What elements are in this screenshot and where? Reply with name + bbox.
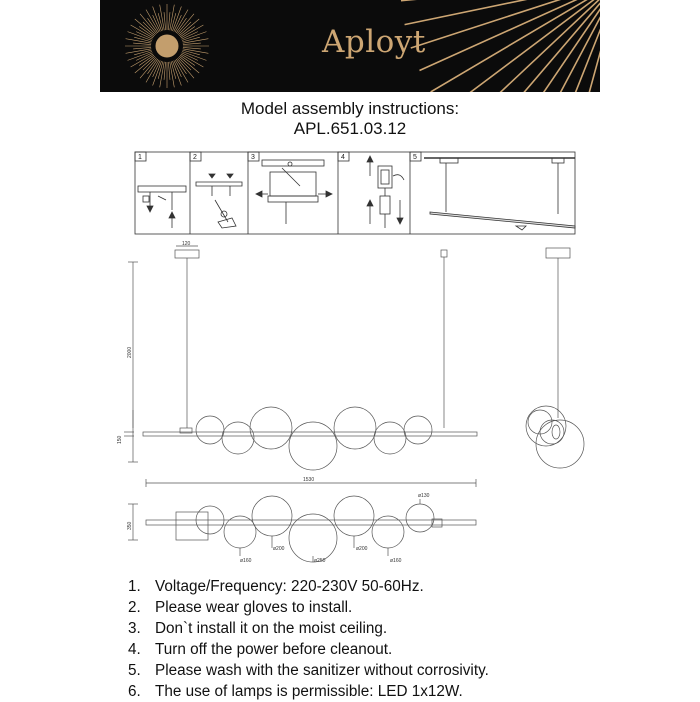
dim-diameter-130: ø130 <box>418 493 430 499</box>
note-item: 6. The use of lamps is permissible: LED 1x12W. <box>128 683 463 700</box>
note-item: 4. Turn off the power before cleanout. <box>128 641 393 658</box>
front-view-drawing <box>124 246 477 487</box>
dim-depth: 350 <box>127 521 133 530</box>
step-number-4: 4 <box>341 154 345 161</box>
note-item: 5. Please wash with the sanitizer without corrosivity. <box>128 662 489 679</box>
step-5-drawing <box>424 158 575 230</box>
dim-canopy-width: 120 <box>182 241 191 247</box>
step-2-drawing <box>196 174 242 228</box>
step-4-drawing <box>367 156 404 228</box>
dim-drop-height: 2000 <box>127 346 133 358</box>
dim-body-height: 150 <box>117 435 123 444</box>
dim-diameter-250: ø250 <box>314 558 326 564</box>
step-number-1: 1 <box>138 154 142 161</box>
step-number-3: 3 <box>251 154 255 161</box>
step-number-5: 5 <box>413 154 417 161</box>
step-1-drawing <box>138 186 186 228</box>
step-number-2: 2 <box>193 154 197 161</box>
model-number: APL.651.03.12 <box>293 119 407 138</box>
note-item: 2. Please wear gloves to install. <box>128 599 353 616</box>
top-view-drawing <box>128 496 476 562</box>
brand-name: Aployt <box>322 24 426 60</box>
dim-diameter-160-left: ø160 <box>240 558 252 564</box>
instruction-notes <box>128 576 489 702</box>
step-3-drawing <box>256 160 332 224</box>
page-title: Model assembly instructions: <box>240 99 460 118</box>
dim-diameter-200-right: ø200 <box>356 546 368 552</box>
dim-diameter-160-right: ø160 <box>390 558 402 564</box>
dim-diameter-200-left: ø200 <box>273 546 285 552</box>
note-item: 1. Voltage/Frequency: 220-230V 50-60Hz. <box>128 578 424 595</box>
dim-total-length: 1530 <box>303 477 315 483</box>
note-item: 3. Don`t install it on the moist ceiling. <box>128 620 388 637</box>
side-view-drawing <box>526 248 584 468</box>
